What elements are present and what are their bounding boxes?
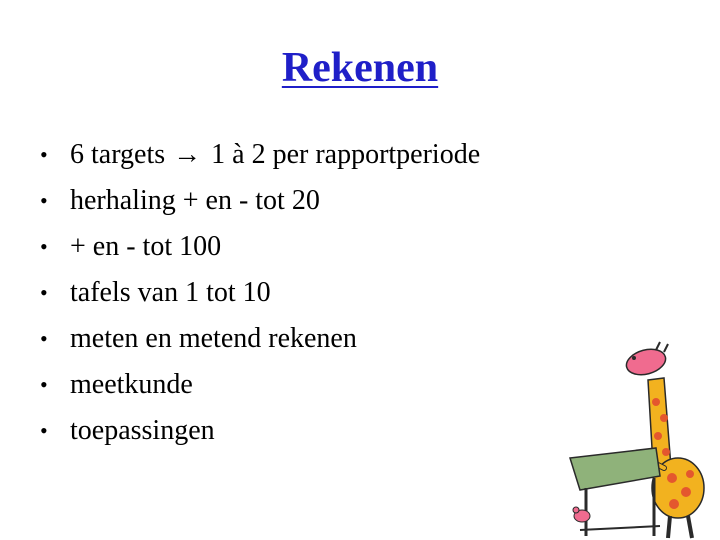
bullet-text: herhaling + en - tot 20 [70, 185, 320, 216]
bullet-icon: • [40, 326, 48, 351]
bullet-icon: • [40, 188, 48, 213]
bullet-icon: • [40, 372, 48, 397]
bullet-text: + en - tot 100 [70, 231, 222, 262]
bullet-text: meten en metend rekenen [70, 323, 357, 354]
bullet-text: tafels van 1 tot 10 [70, 277, 271, 308]
giraffe-illustration [560, 340, 720, 540]
bullet-text: meetkunde [70, 369, 193, 400]
bullet-icon: • [40, 142, 48, 167]
bullet-text [70, 132, 480, 178]
bullet-text-pre: 6 targets [70, 139, 166, 170]
bullet-icon: • [40, 418, 48, 443]
bullet-text: toepassingen [70, 415, 215, 446]
bullet-text-post: 1 à 2 per rapportperiode [211, 139, 481, 170]
bullet-icon: • [40, 234, 48, 259]
slide-title: Rekenen [281, 45, 439, 91]
arrow-right-icon: → [173, 139, 202, 170]
bullet-icon: • [40, 280, 48, 305]
